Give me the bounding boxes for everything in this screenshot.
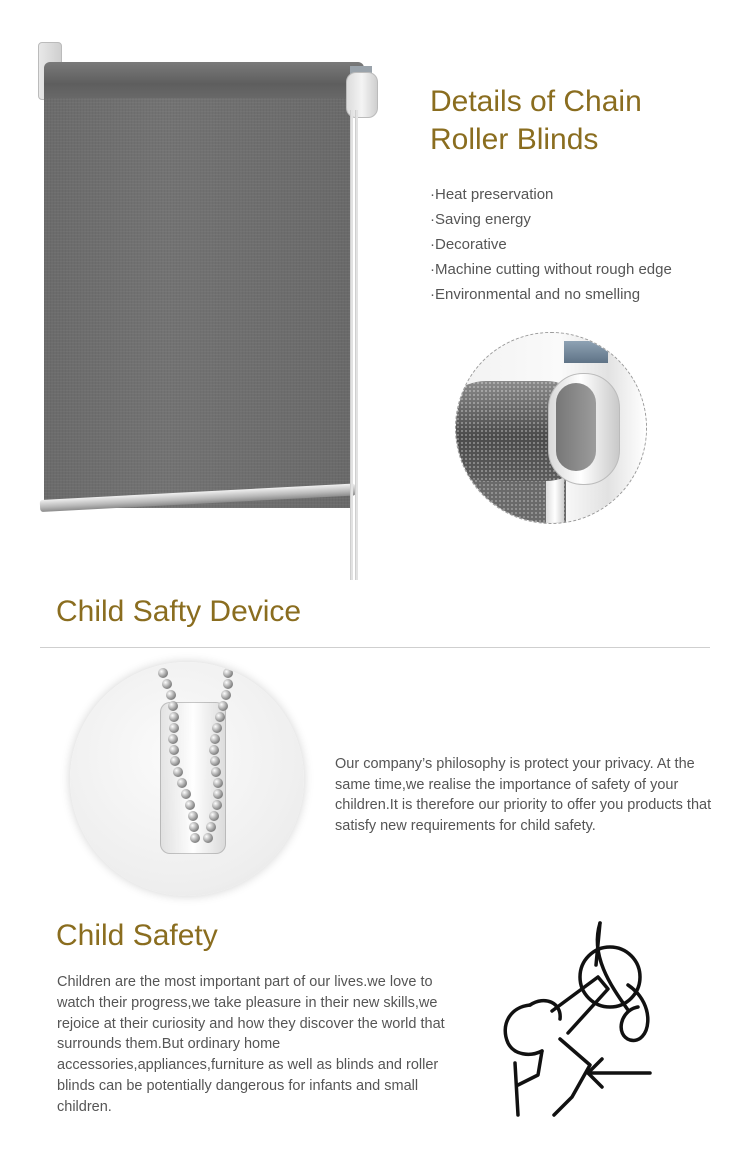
chain-bead <box>212 723 222 733</box>
chain-bead <box>169 745 179 755</box>
chain-bead <box>173 767 183 777</box>
chain-bead <box>218 701 228 711</box>
metal-clip <box>564 341 608 363</box>
chain-bead <box>170 756 180 766</box>
chain-safety-device-image <box>70 662 304 896</box>
feature-list <box>430 182 672 307</box>
chain-bead <box>188 811 198 821</box>
chain-bead <box>166 690 176 700</box>
device-paragraph: Our company’s philosophy is protect your privacy. At the same time,we realise the importance of safety of your children.It is therefore our priority to offer you products that satisfy new requirements for child safety. <box>335 756 712 835</box>
feature-item: ·Decorative <box>430 236 507 253</box>
chain-bead <box>223 668 233 678</box>
pull-cord <box>355 110 358 580</box>
child-pulling-cord-icon <box>490 915 670 1125</box>
chain-bead <box>203 833 213 843</box>
section-heading-safety: Child Safety <box>56 919 218 952</box>
pull-cord <box>350 110 353 580</box>
chain-bead <box>223 679 233 689</box>
chain-bead <box>190 833 200 843</box>
end-cap-inner <box>556 383 596 471</box>
feature-item: ·Saving energy <box>430 211 531 228</box>
bracket-detail-image <box>455 332 647 524</box>
roller-blind-image <box>28 38 388 588</box>
blind-fabric <box>44 98 350 508</box>
chain-bead <box>168 701 178 711</box>
chain-bead <box>213 778 223 788</box>
section-divider <box>40 647 710 648</box>
chain-bead <box>221 690 231 700</box>
chain-bead <box>213 789 223 799</box>
page-title <box>430 83 730 159</box>
chain-bead <box>212 800 222 810</box>
chain-bead <box>177 778 187 788</box>
chain-bead <box>169 723 179 733</box>
chain-bead <box>215 712 225 722</box>
feature-item: ·Machine cutting without rough edge <box>430 261 672 278</box>
feature-item: ·Environmental and no smelling <box>430 286 641 303</box>
safety-paragraph: Children are the most important part of our lives.we love to watch their progress,we take pleasure in their new skills,we rejoice at their curiosity and how they discover the world that surrounds them.But ordinary home accessories,appliances,furniture as well as blinds and roller blinds can be potentially dangerous for infants and small children. <box>57 974 445 1115</box>
chain-bead <box>162 679 172 689</box>
section-heading-device: Child Safty Device <box>56 595 302 628</box>
feature-item: ·Heat preservation <box>430 186 554 203</box>
chain-bead <box>210 734 220 744</box>
chain-bead <box>158 668 168 678</box>
title-line-1: Details of Chain <box>430 85 642 118</box>
title-line-2: Roller Blinds <box>430 123 599 156</box>
chain-bead <box>169 712 179 722</box>
